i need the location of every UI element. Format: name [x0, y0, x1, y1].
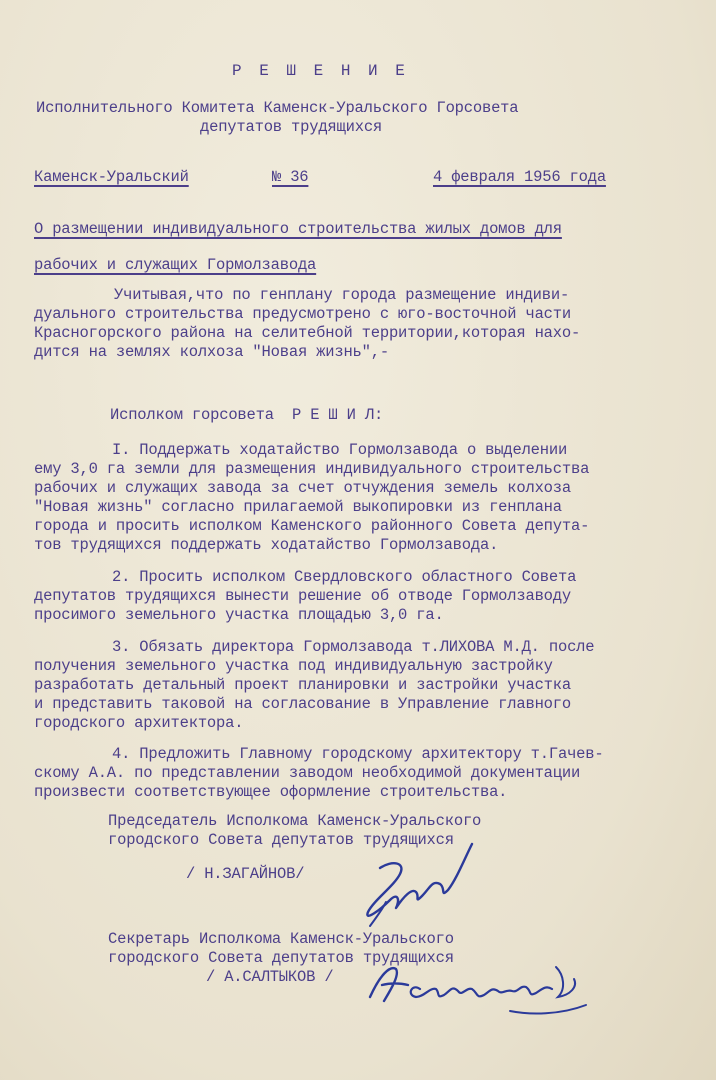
document-date: 4 февраля 1956 года [433, 168, 606, 186]
secretary-title-line-1: Секретарь Исполкома Каменск-Уральского [108, 930, 454, 948]
item-1-line: "Новая жизнь" согласно прилагаемой выкопировки из генплана [34, 498, 562, 516]
city-name: Каменск-Уральский [34, 168, 189, 186]
chairman-name: / Н.ЗАГАЙНОВ/ [186, 865, 305, 883]
chairman-title-line-2: городского Совета депутатов трудящихся [108, 831, 454, 849]
item-3-line: городского архитектора. [34, 714, 244, 732]
item-3-line: и представить таковой на согласование в Управление главного [34, 695, 571, 713]
item-1-line: города и просить исполком Каменского районного Совета депута- [34, 517, 590, 535]
preamble-line: дуального строительства предусмотрено с юго-восточной части [34, 305, 571, 323]
authority-line-2: депутатов трудящихся [200, 118, 383, 136]
preamble-line: дится на землях колхоза "Новая жизнь",- [34, 343, 389, 361]
item-2-line: просимого земельного участка площадью 3,0 га. [34, 606, 444, 624]
document-number: № 36 [272, 168, 309, 186]
secretary-title-line-2: городского Совета депутатов трудящихся [108, 949, 454, 967]
secretary-name: / А.САЛТЫКОВ / [206, 968, 334, 986]
subject-line-2: рабочих и служащих Гормолзавода [34, 256, 317, 274]
item-4-line: скому А.А. по представлении заводом необходимой документации [34, 764, 581, 782]
authority-line-1: Исполнительного Комитета Каменск-Уральского Горсовета [36, 99, 519, 117]
item-2-line: 2. Просить исполком Свердловского областного Совета [112, 568, 577, 586]
subject-line-1: О размещении индивидуального строительства жилых домов для [34, 220, 562, 238]
item-4-line: 4. Предложить Главному городскому архитектору т.Гачев- [112, 745, 604, 763]
item-3-line: 3. Обязать директора Гормолзавода т.ЛИХОВА М.Д. после [112, 638, 595, 656]
chairman-signature [340, 830, 490, 940]
item-2-line: депутатов трудящихся вынести решение об отводе Гормолзаводу [34, 587, 571, 605]
secretary-signature [360, 945, 600, 1025]
document-title: Р Е Ш Е Н И Е [232, 62, 409, 80]
decision-intro: Исполком горсовета Р Е Ш И Л: [110, 406, 384, 424]
item-4-line: произвести соответствующее оформление строительства. [34, 783, 508, 801]
item-3-line: разработать детальный проект планировки и застройки участка [34, 676, 571, 694]
item-1-line: тов трудящихся поддержать ходатайство Гормолзавода. [34, 536, 499, 554]
chairman-title-line-1: Председатель Исполкома Каменск-Уральского [108, 812, 482, 830]
preamble-line: Учитывая,что по генплану города размещение индиви- [114, 286, 570, 304]
item-1-line: I. Поддержать ходатайство Гормолзавода о выделении [112, 441, 568, 459]
item-1-line: ему 3,0 га земли для размещения индивидуального строительства [34, 460, 590, 478]
item-1-line: рабочих и служащих завода за счет отчуждения земель колхоза [34, 479, 571, 497]
item-3-line: получения земельного участка под индивидуальную застройку [34, 657, 553, 675]
preamble-line: Красногорского района на селитебной территории,которая нахо- [34, 324, 581, 342]
